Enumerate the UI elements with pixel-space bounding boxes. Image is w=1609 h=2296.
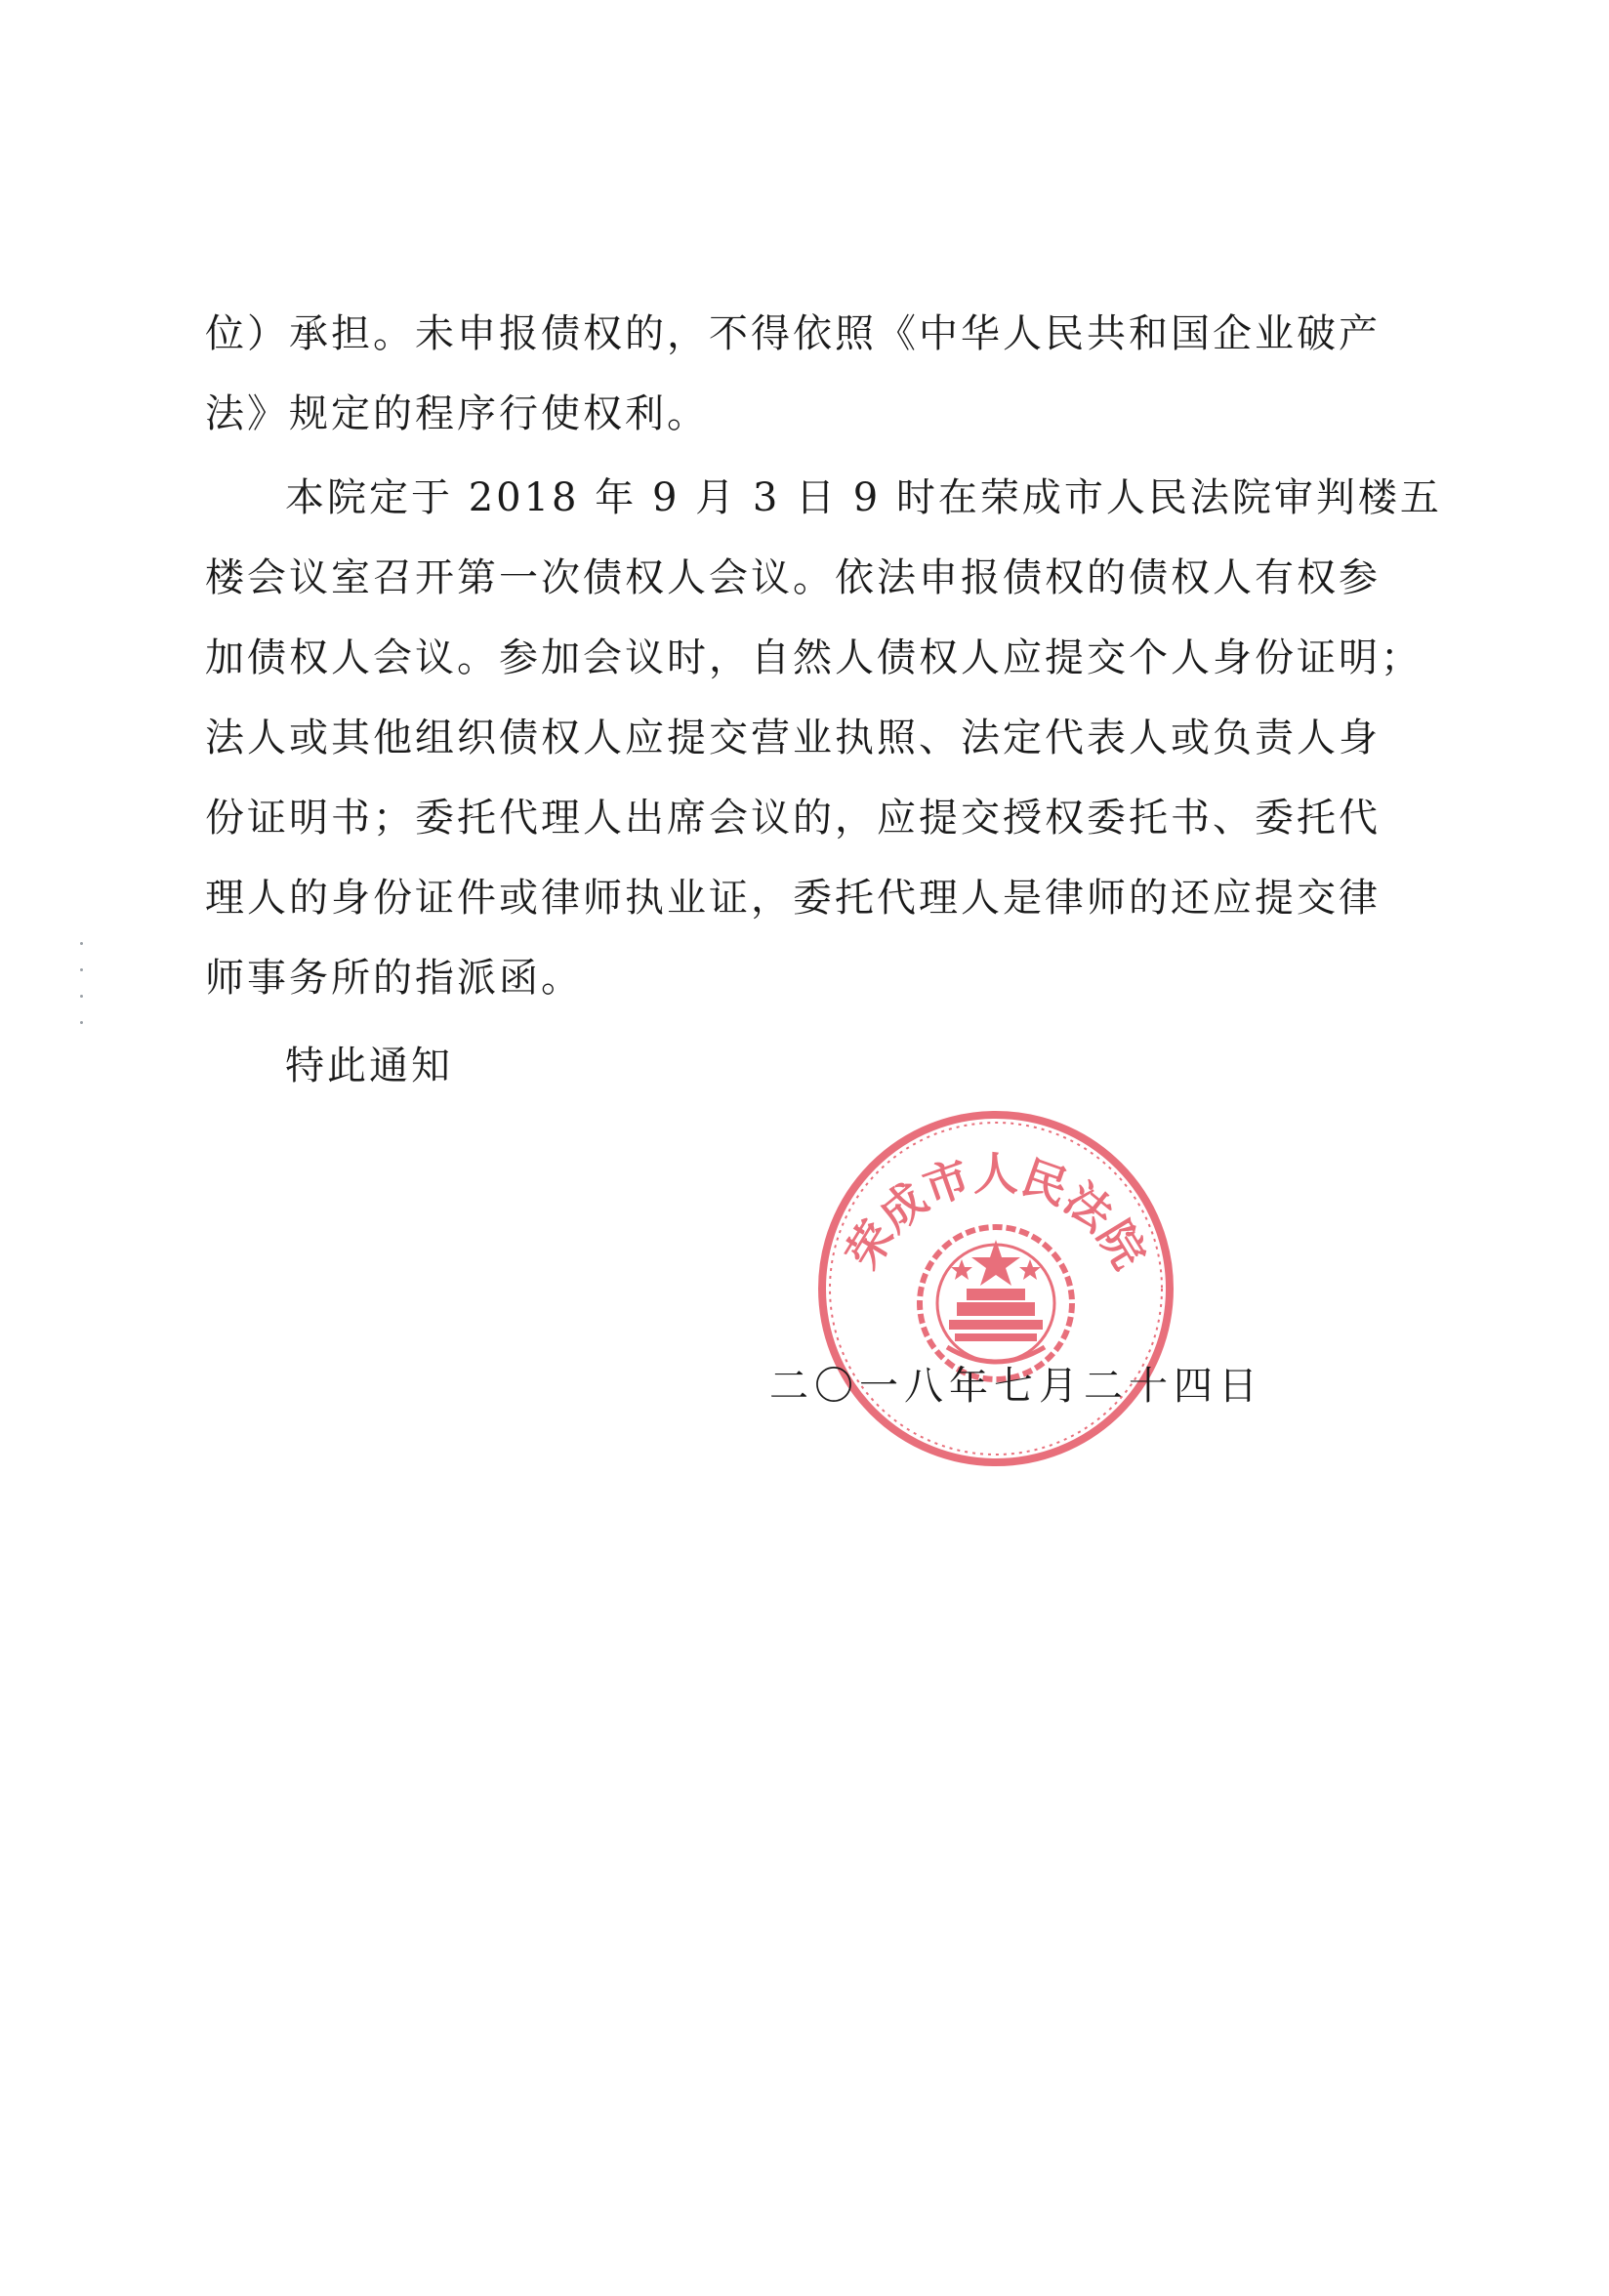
body-line-5: 加债权人会议。参加会议时，自然人债权人应提交个人身份证明； — [205, 636, 1423, 680]
body-line-2: 法》规定的程序行使权利。 — [205, 391, 709, 436]
binding-hole-marks — [76, 942, 90, 1040]
body-line-7: 份证明书；委托代理人出席会议的，应提交授权委托书、委托代 — [205, 796, 1381, 840]
national-emblem-icon — [920, 1227, 1072, 1379]
body-line-9: 师事务所的指派函。 — [205, 956, 583, 1001]
body-line-1: 位）承担。未申报债权的，不得依照《中华人民共和国企业破产 — [205, 311, 1381, 356]
body-line-4: 楼会议室召开第一次债权人会议。依法申报债权的债权人有权参 — [205, 555, 1381, 600]
body-line-8: 理人的身份证件或律师执业证，委托代理人是律师的还应提交律 — [205, 876, 1381, 921]
body-line-6: 法人或其他组织债权人应提交营业执照、法定代表人或负责人身 — [205, 716, 1381, 760]
closing-line: 特此通知 — [285, 1044, 453, 1088]
body-line-3: 本院定于 2018 年 9 月 3 日 9 时在荣成市人民法院审判楼五 — [285, 475, 1442, 520]
seal-text: 荣成市人民法院 — [836, 1147, 1156, 1278]
court-seal-stamp — [801, 1093, 1191, 1484]
document-date: 二〇一八年七月二十四日 — [769, 1364, 1263, 1409]
